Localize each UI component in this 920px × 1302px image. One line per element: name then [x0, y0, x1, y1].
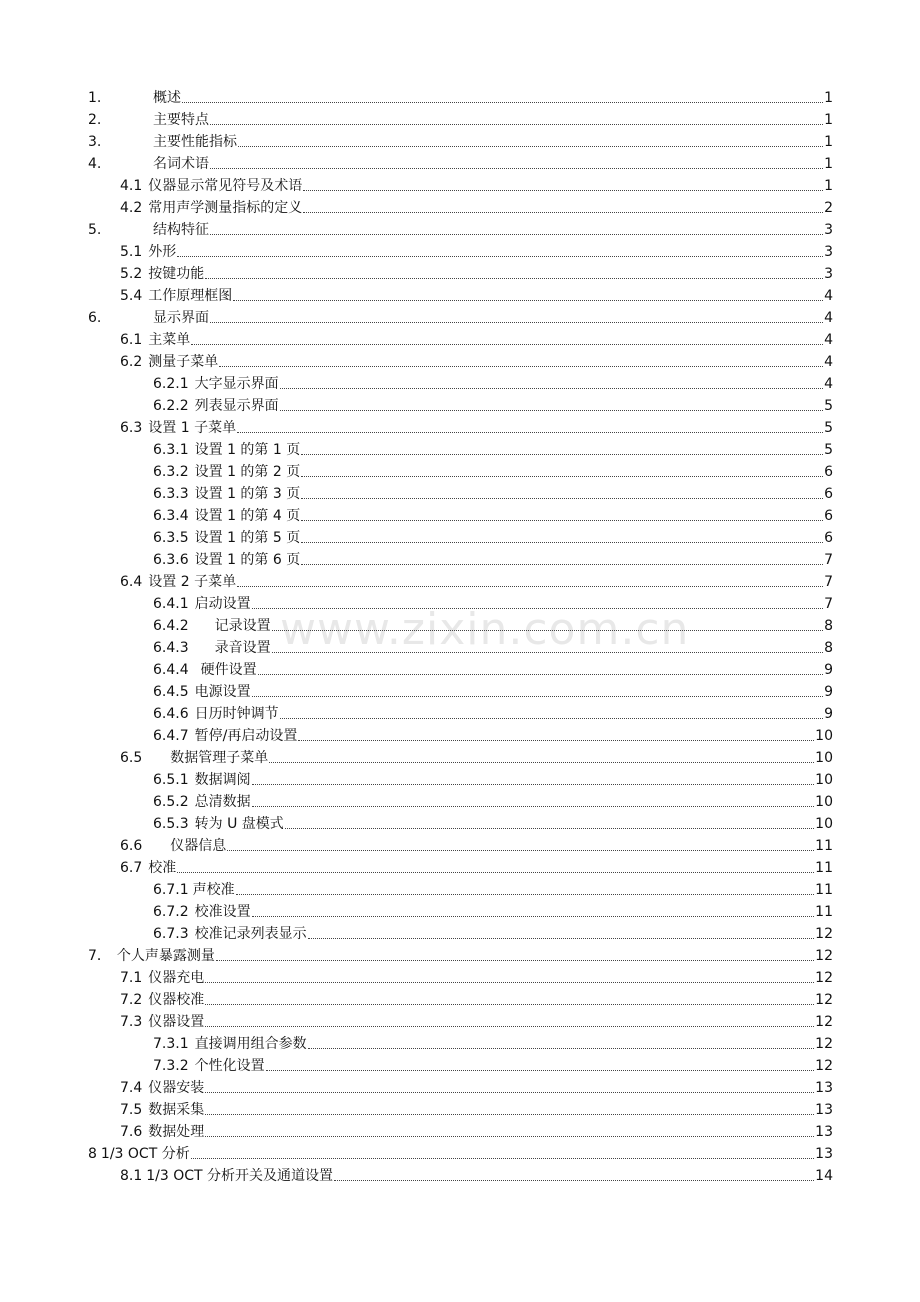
toc-entry-page: 12	[815, 926, 833, 942]
toc-entry-number: 2.	[88, 112, 102, 128]
toc-entry-page: 12	[815, 1014, 833, 1030]
toc-entry-number: 5.	[88, 222, 102, 238]
toc-entry-number: 6.4.2	[153, 618, 189, 634]
toc-entry-title: 转为 U 盘模式	[194, 816, 284, 832]
toc-entry-page: 3	[824, 222, 833, 238]
toc-entry-page: 12	[815, 992, 833, 1008]
toc-entry[interactable]	[88, 1120, 833, 1142]
toc-entry[interactable]	[88, 570, 833, 592]
toc-leader-dots	[205, 1136, 814, 1137]
toc-entry-page: 6	[824, 508, 833, 524]
toc-entry-number: 6.5	[120, 750, 143, 766]
toc-entry-page: 7	[824, 552, 833, 568]
toc-entry-number: 6.3.2	[153, 464, 189, 480]
toc-entry-title: 名词术语	[153, 156, 209, 172]
toc-entry-page: 4	[824, 376, 833, 392]
toc-entry-number: 6.7	[120, 860, 143, 876]
toc-entry-number: 8	[88, 1146, 97, 1162]
toc-entry[interactable]	[88, 966, 833, 988]
toc-entry-number: 8.1	[120, 1168, 143, 1184]
toc-entry-title: 日历时钟调节	[194, 706, 279, 722]
toc-leader-dots	[266, 1070, 815, 1071]
toc-entry[interactable]	[88, 1054, 833, 1076]
toc-entry-number: 7.2	[120, 992, 143, 1008]
toc-entry[interactable]	[88, 878, 833, 900]
toc-entry-title: 概述	[153, 90, 181, 106]
toc-entry-title: 工作原理框图	[148, 288, 233, 304]
toc-entry-page: 1	[824, 112, 833, 128]
toc-leader-dots	[191, 344, 823, 345]
toc-leader-dots	[298, 740, 814, 741]
toc-entry-number: 7.3	[120, 1014, 143, 1030]
toc-leader-dots	[252, 696, 823, 697]
toc-entry-page: 10	[815, 750, 833, 766]
toc-entry-page: 4	[824, 354, 833, 370]
toc-leader-dots	[227, 850, 814, 851]
toc-entry-page: 7	[824, 574, 833, 590]
toc-entry-page: 10	[815, 728, 833, 744]
toc-leader-dots	[205, 1114, 814, 1115]
toc-entry-title: 个人声暴露测量	[116, 948, 215, 964]
toc-entry-number: 7.3.1	[153, 1036, 189, 1052]
toc-entry-title: 结构特征	[153, 222, 209, 238]
toc-entry-number: 7.5	[120, 1102, 143, 1118]
toc-entry-number: 6.4.6	[153, 706, 189, 722]
toc-entry[interactable]	[88, 790, 833, 812]
watermark: www.zixin.com.cn	[280, 604, 690, 655]
toc-entry-number: 6.5.3	[153, 816, 189, 832]
toc-entry-page: 13	[815, 1124, 833, 1140]
toc-leader-dots	[205, 1026, 814, 1027]
toc-entry-page: 9	[824, 706, 833, 722]
toc-entry-number: 6.2	[120, 354, 143, 370]
toc-entry-page: 5	[824, 398, 833, 414]
toc-entry-page: 11	[815, 838, 833, 854]
toc-entry-title: 设置 1 的第 5 页	[194, 530, 301, 546]
toc-entry-title: 直接调用组合参数	[194, 1036, 307, 1052]
toc-entry[interactable]	[88, 262, 833, 284]
toc-leader-dots	[272, 630, 823, 631]
toc-entry-title: 外形	[148, 244, 177, 260]
toc-entry[interactable]	[88, 548, 833, 570]
toc-entry[interactable]	[88, 174, 833, 196]
toc-leader-dots	[236, 894, 815, 895]
toc-entry-page: 12	[815, 1036, 833, 1052]
toc-leader-dots	[237, 586, 823, 587]
toc-entry[interactable]	[88, 196, 833, 218]
toc-entry-title: 列表显示界面	[194, 398, 279, 414]
toc-entry[interactable]	[88, 922, 833, 944]
toc-entry-page: 13	[815, 1102, 833, 1118]
toc-leader-dots	[334, 1180, 814, 1181]
toc-entry-title: 仪器设置	[148, 1014, 205, 1030]
toc-leader-dots	[205, 982, 814, 983]
toc-entry[interactable]	[88, 240, 833, 262]
toc-entry[interactable]	[88, 130, 833, 152]
toc-entry-page: 11	[815, 882, 833, 898]
toc-entry[interactable]	[88, 900, 833, 922]
toc-entry[interactable]	[88, 416, 833, 438]
toc-entry-number: 7.6	[120, 1124, 143, 1140]
toc-entry[interactable]	[88, 218, 833, 240]
toc-leader-dots	[280, 718, 823, 719]
toc-leader-dots	[210, 124, 823, 125]
toc-entry-page: 4	[824, 310, 833, 326]
toc-entry-title: 1/3 OCT 分析开关及通道设置	[146, 1168, 334, 1184]
toc-entry-title: 常用声学测量指标的定义	[148, 200, 303, 216]
toc-entry[interactable]	[88, 680, 833, 702]
toc-entry[interactable]	[88, 152, 833, 174]
toc-leader-dots	[219, 366, 823, 367]
toc-entry-title: 启动设置	[194, 596, 251, 612]
toc-leader-dots	[280, 388, 823, 389]
toc-entry-page: 13	[815, 1080, 833, 1096]
toc-entry-title: 仪器显示常见符号及术语	[148, 178, 303, 194]
toc-leader-dots	[301, 520, 823, 521]
toc-entry-title: 数据调阅	[194, 772, 251, 788]
toc-entry-title: 仪器校准	[148, 992, 205, 1008]
toc-leader-dots	[177, 256, 823, 257]
toc-entry[interactable]	[88, 350, 833, 372]
toc-entry[interactable]	[88, 746, 833, 768]
toc-entry-number: 5.2	[120, 266, 143, 282]
toc-entry-title: 主要特点	[153, 112, 209, 128]
toc-leader-dots	[303, 212, 823, 213]
toc-entry-number: 6.7.2	[153, 904, 189, 920]
toc-entry-number: 4.1	[120, 178, 143, 194]
toc-entry-number: 6.3	[120, 420, 143, 436]
toc-leader-dots	[252, 806, 815, 807]
toc-leader-dots	[210, 322, 823, 323]
toc-entry-title: 主要性能指标	[153, 134, 237, 150]
toc-leader-dots	[269, 762, 814, 763]
toc-entry-number: 6.4.4	[153, 662, 189, 678]
toc-leader-dots	[301, 476, 823, 477]
toc-entry-title: 仪器充电	[148, 970, 205, 986]
toc-entry-page: 13	[815, 1146, 833, 1162]
toc-entry[interactable]	[88, 306, 833, 328]
toc-leader-dots	[177, 872, 814, 873]
toc-leader-dots	[308, 938, 815, 939]
toc-entry-title: 总清数据	[194, 794, 251, 810]
toc-entry[interactable]	[88, 460, 833, 482]
toc-entry-page: 10	[815, 772, 833, 788]
toc-entry-page: 14	[815, 1168, 833, 1184]
toc-entry-page: 5	[824, 442, 833, 458]
toc-entry-page: 6	[824, 486, 833, 502]
toc-entry[interactable]	[88, 108, 833, 130]
toc-entry-number: 6.3.6	[153, 552, 189, 568]
toc-leader-dots	[205, 278, 823, 279]
toc-leader-dots	[205, 1004, 814, 1005]
toc-leader-dots	[303, 190, 823, 191]
toc-entry[interactable]	[88, 702, 833, 724]
toc-entry-page: 1	[824, 90, 833, 106]
toc-entry-title: 主菜单	[148, 332, 191, 348]
toc-entry-number: 3.	[88, 134, 102, 150]
toc-leader-dots	[210, 168, 823, 169]
toc-leader-dots	[191, 1158, 814, 1159]
toc-entry-number: 6.1	[120, 332, 143, 348]
toc-entry[interactable]	[88, 768, 833, 790]
toc-entry-title: 校准记录列表显示	[194, 926, 307, 942]
toc-entry-page: 4	[824, 288, 833, 304]
toc-leader-dots	[301, 498, 823, 499]
toc-entry[interactable]	[88, 1076, 833, 1098]
toc-entry-title: 1/3 OCT 分析	[100, 1146, 190, 1162]
toc-leader-dots	[182, 102, 823, 103]
toc-entry-number: 7．	[88, 948, 111, 964]
toc-leader-dots	[285, 828, 814, 829]
toc-entry-number: 4.2	[120, 200, 143, 216]
toc-entry-title: 暂停/再启动设置	[194, 728, 298, 744]
toc-entry-page: 1	[824, 156, 833, 172]
toc-entry-number: 6.7.1	[153, 882, 189, 898]
toc-entry-page: 12	[815, 1058, 833, 1074]
toc-leader-dots	[280, 410, 823, 411]
toc-entry-page: 7	[824, 596, 833, 612]
toc-entry-title: 数据处理	[148, 1124, 205, 1140]
toc-entry-page: 11	[815, 860, 833, 876]
toc-entry-title: 设置 1 的第 3 页	[194, 486, 301, 502]
toc-entry-page: 4	[824, 332, 833, 348]
toc-leader-dots	[272, 652, 823, 653]
toc-entry-title: 设置 1 子菜单	[148, 420, 237, 436]
toc-entry[interactable]	[88, 658, 833, 680]
toc-entry-title: 按键功能	[148, 266, 205, 282]
toc-entry-title: 仪器安装	[148, 1080, 205, 1096]
toc-entry[interactable]	[88, 724, 833, 746]
toc-entry-number: 7.1	[120, 970, 143, 986]
toc-entry-number: 6.4.7	[153, 728, 189, 744]
toc-leader-dots	[210, 234, 823, 235]
toc-entry-title: 校准设置	[194, 904, 251, 920]
toc-entry-title: 硬件设置	[200, 662, 257, 678]
toc-entry-page: 12	[815, 970, 833, 986]
toc-entry-number: 6.3.1	[153, 442, 189, 458]
toc-entry-number: 6.3.5	[153, 530, 189, 546]
toc-entry-title: 声校准	[192, 882, 235, 898]
toc-leader-dots	[301, 564, 823, 565]
toc-entry-title: 测量子菜单	[148, 354, 219, 370]
toc-entry[interactable]	[88, 526, 833, 548]
toc-entry-number: 4.	[88, 156, 102, 172]
toc-entry[interactable]	[88, 614, 833, 636]
toc-entry[interactable]	[88, 1010, 833, 1032]
toc-leader-dots	[252, 916, 815, 917]
toc-entry-title: 录音设置	[214, 640, 271, 656]
toc-entry-page: 10	[815, 794, 833, 810]
toc-entry-number: 6.6	[120, 838, 143, 854]
toc-entry-page: 6	[824, 464, 833, 480]
toc-entry[interactable]	[88, 988, 833, 1010]
toc-entry[interactable]	[88, 834, 833, 856]
toc-leader-dots	[301, 542, 823, 543]
toc-entry[interactable]	[88, 394, 833, 416]
toc-entry-number: 6.3.4	[153, 508, 189, 524]
toc-entry[interactable]	[88, 438, 833, 460]
toc-entry-number: 7.4	[120, 1080, 143, 1096]
toc-entry[interactable]	[88, 856, 833, 878]
toc-entry-title: 个性化设置	[194, 1058, 265, 1074]
toc-entry-page: 3	[824, 244, 833, 260]
toc-entry-number: 6.4	[120, 574, 143, 590]
toc-entry-title: 设置 1 的第 4 页	[194, 508, 301, 524]
toc-entry-title: 数据管理子菜单	[170, 750, 269, 766]
toc-entry-number: 6.2.1	[153, 376, 189, 392]
toc-entry-page: 9	[824, 684, 833, 700]
table-of-contents	[88, 86, 833, 1186]
toc-entry-number: 6.7.3	[153, 926, 189, 942]
toc-entry-title: 设置 1 的第 1 页	[194, 442, 301, 458]
toc-entry-number: 6.3.3	[153, 486, 189, 502]
toc-entry-title: 电源设置	[194, 684, 251, 700]
toc-entry-page: 9	[824, 662, 833, 678]
toc-entry-title: 显示界面	[153, 310, 209, 326]
toc-entry[interactable]	[88, 1142, 833, 1164]
toc-entry-number: 5.1	[120, 244, 143, 260]
toc-entry-page: 6	[824, 530, 833, 546]
toc-entry[interactable]	[88, 1032, 833, 1054]
toc-entry-number: 6.5.2	[153, 794, 189, 810]
toc-entry-page: 10	[815, 816, 833, 832]
toc-entry[interactable]	[88, 1098, 833, 1120]
toc-leader-dots	[216, 960, 814, 961]
toc-entry-number: 5.4	[120, 288, 143, 304]
toc-entry-page: 8	[824, 640, 833, 656]
toc-entry-number: 6.2.2	[153, 398, 189, 414]
toc-leader-dots	[205, 1092, 814, 1093]
toc-entry[interactable]	[88, 284, 833, 306]
toc-leader-dots	[308, 1048, 815, 1049]
toc-leader-dots	[238, 146, 823, 147]
toc-entry[interactable]	[88, 812, 833, 834]
toc-leader-dots	[301, 454, 823, 455]
toc-leader-dots	[258, 674, 823, 675]
toc-entry[interactable]	[88, 1164, 833, 1186]
toc-entry-title: 仪器信息	[170, 838, 227, 854]
toc-entry[interactable]	[88, 592, 833, 614]
toc-entry[interactable]	[88, 372, 833, 394]
toc-entry-title: 设置 1 的第 2 页	[194, 464, 301, 480]
toc-entry-page: 1	[824, 134, 833, 150]
toc-entry[interactable]	[88, 328, 833, 350]
toc-entry-page: 5	[824, 420, 833, 436]
toc-entry-number: 6.5.1	[153, 772, 189, 788]
toc-entry-number: 6.4.5	[153, 684, 189, 700]
toc-entry-title: 设置 2 子菜单	[148, 574, 237, 590]
toc-leader-dots	[252, 784, 815, 785]
toc-entry-number: 6.	[88, 310, 102, 326]
toc-entry-number: 6.4.1	[153, 596, 189, 612]
toc-entry[interactable]	[88, 504, 833, 526]
toc-entry[interactable]	[88, 86, 833, 108]
toc-leader-dots	[252, 608, 823, 609]
toc-entry-number: 7.3.2	[153, 1058, 189, 1074]
toc-entry-title: 记录设置	[214, 618, 271, 634]
toc-entry[interactable]	[88, 482, 833, 504]
toc-leader-dots	[237, 432, 823, 433]
toc-entry-page: 1	[824, 178, 833, 194]
toc-leader-dots	[233, 300, 823, 301]
toc-entry-page: 2	[824, 200, 833, 216]
toc-entry-title: 设置 1 的第 6 页	[194, 552, 301, 568]
toc-entry-title: 数据采集	[148, 1102, 205, 1118]
toc-entry-number: 6.4.3	[153, 640, 189, 656]
toc-entry[interactable]	[88, 636, 833, 658]
toc-entry-page: 12	[815, 948, 833, 964]
toc-entry-title: 大字显示界面	[194, 376, 279, 392]
toc-entry-page: 8	[824, 618, 833, 634]
toc-entry-page: 3	[824, 266, 833, 282]
toc-entry[interactable]	[88, 944, 833, 966]
toc-entry-title: 校准	[148, 860, 177, 876]
toc-entry-page: 11	[815, 904, 833, 920]
toc-entry-number: 1.	[88, 90, 102, 106]
